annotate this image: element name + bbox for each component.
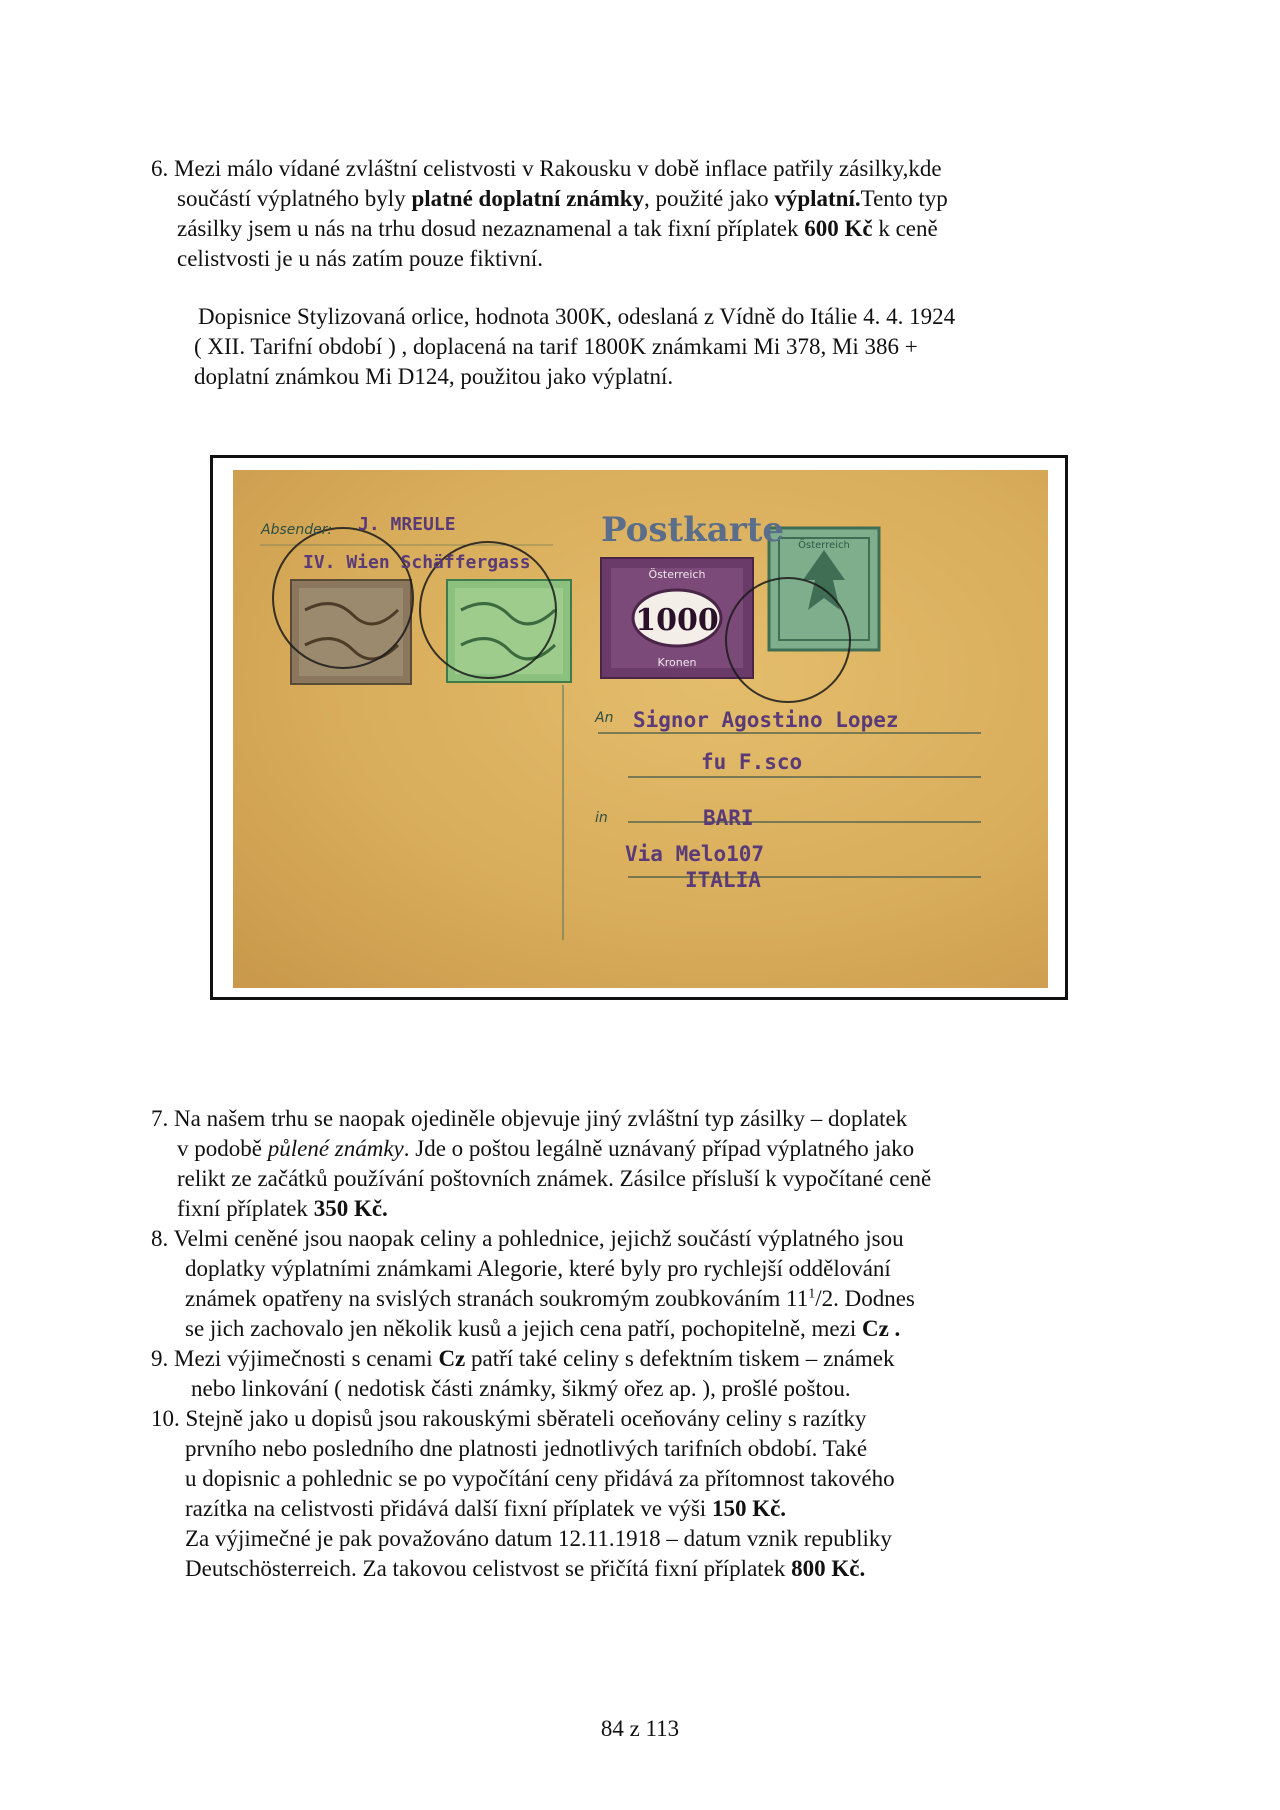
postage-due-currency: Kronen: [657, 656, 697, 669]
caption-line: doplatní známkou Mi D124, použitou jako výplatní.: [194, 364, 674, 389]
item-10-line: Deutschösterreich. Za takovou celistvost se přičítá fixní příplatek 800 Kč.: [185, 1556, 866, 1581]
recipient-street: Via Melo107: [625, 842, 765, 866]
item-10-paragraph: [151, 1404, 895, 1584]
postage-due-country: Österreich: [648, 568, 706, 581]
recipient-name: Signor Agostino Lopez: [633, 708, 899, 732]
item-10-line: razítka na celistvosti přidává další fixní příplatek ve výši 150 Kč.: [185, 1496, 787, 1521]
item-7-line: 7. Na našem trhu se naopak ojediněle objevuje jiný zvláštní typ zásilky – doplatek: [151, 1106, 908, 1131]
item-10-line: 10. Stejně jako u dopisů jsou rakouskými sběrateli oceňovány celiny s razítky: [151, 1406, 867, 1431]
recipient-line2: fu F.sco: [701, 750, 803, 774]
page-number: 84 z 113: [600, 1716, 680, 1741]
absender-label: Absender:: [261, 522, 333, 538]
caption-line: Dopisnice Stylizovaná orlice, hodnota 300K, odeslaná z Vídně do Itálie 4. 4. 1924: [198, 304, 956, 329]
item-9-paragraph: [151, 1344, 894, 1404]
item-8-line: 8. Velmi ceněné jsou naopak celiny a pohlednice, jejichž součástí výplatného jsou: [151, 1226, 904, 1251]
item-6-line: součástí výplatného byly platné doplatní známky, použité jako výplatní.Tento typ: [177, 186, 948, 211]
item-9-line: 9. Mezi výjimečnosti s cenami Cz patří také celiny s defektním tiskem – známek: [151, 1346, 895, 1371]
postkarte-title: Postkarte: [601, 510, 785, 550]
item-10-line: Za výjimečné je pak považováno datum 12.11.1918 – datum vznik republiky: [185, 1526, 892, 1551]
item-6-line: 6. Mezi málo vídané zvláštní celistvosti v Rakousku v době inflace patřily zásilky,kde: [151, 156, 942, 181]
item-8-line: se jich zachovalo jen několik kusů a jejich cena patří, pochopitelně, mezi Cz .: [185, 1316, 901, 1341]
item-7-paragraph: [151, 1104, 931, 1224]
item-10-line: prvního nebo posledního dne platnosti jednotlivých tarifních období. Také: [185, 1436, 868, 1461]
recipient-city: BARI: [703, 806, 754, 830]
in-label: in: [595, 810, 608, 826]
item-6-line: celistvosti je u nás zatím pouze fiktivní.: [177, 246, 544, 271]
an-label: An: [595, 710, 614, 726]
item-7-line: relikt ze začátků používání poštovních známek. Zásilce přísluší k vypočítané ceně: [177, 1166, 932, 1191]
postcard-photo-frame: [210, 455, 1068, 1000]
item-8-paragraph: [151, 1224, 915, 1344]
item-10-line: u dopisnic a pohlednic se po vypočítání ceny přidává za přítomnost takového: [185, 1466, 895, 1491]
postage-due-value: 1000: [635, 603, 719, 638]
postcard-caption: [194, 302, 956, 392]
item-8-line: doplatky výplatními známkami Alegorie, které byly pro rychlejší oddělování: [185, 1256, 891, 1281]
item-7-line: v podobě půlené známky. Jde o poštou legálně uznávaný případ výplatného jako: [177, 1136, 915, 1161]
imprint-country: Österreich: [798, 540, 850, 551]
recipient-country: ITALIA: [685, 868, 761, 892]
item-7-line: fixní příplatek 350 Kč.: [177, 1196, 388, 1221]
item-6-line: zásilky jsem u nás na trhu dosud nezaznamenal a tak fixní příplatek 600 Kč k ceně: [177, 216, 938, 241]
postcard-image: [233, 470, 1048, 988]
sender-name: J. MREULE: [358, 514, 456, 535]
item-6-paragraph: [151, 154, 948, 274]
sender-address: IV. Wien Schäffergass: [303, 552, 531, 573]
caption-line: ( XII. Tarifní období ) , doplacená na tarif 1800K známkami Mi 378, Mi 386 +: [194, 334, 918, 359]
item-9-line: nebo linkování ( nedotisk části známky, šikmý ořez ap. ), prošlé poštou.: [191, 1376, 851, 1401]
item-8-line: známek opatřeny na svislých stranách soukromým zoubkováním $11^1/2$. Dodnes: [185, 1286, 915, 1311]
